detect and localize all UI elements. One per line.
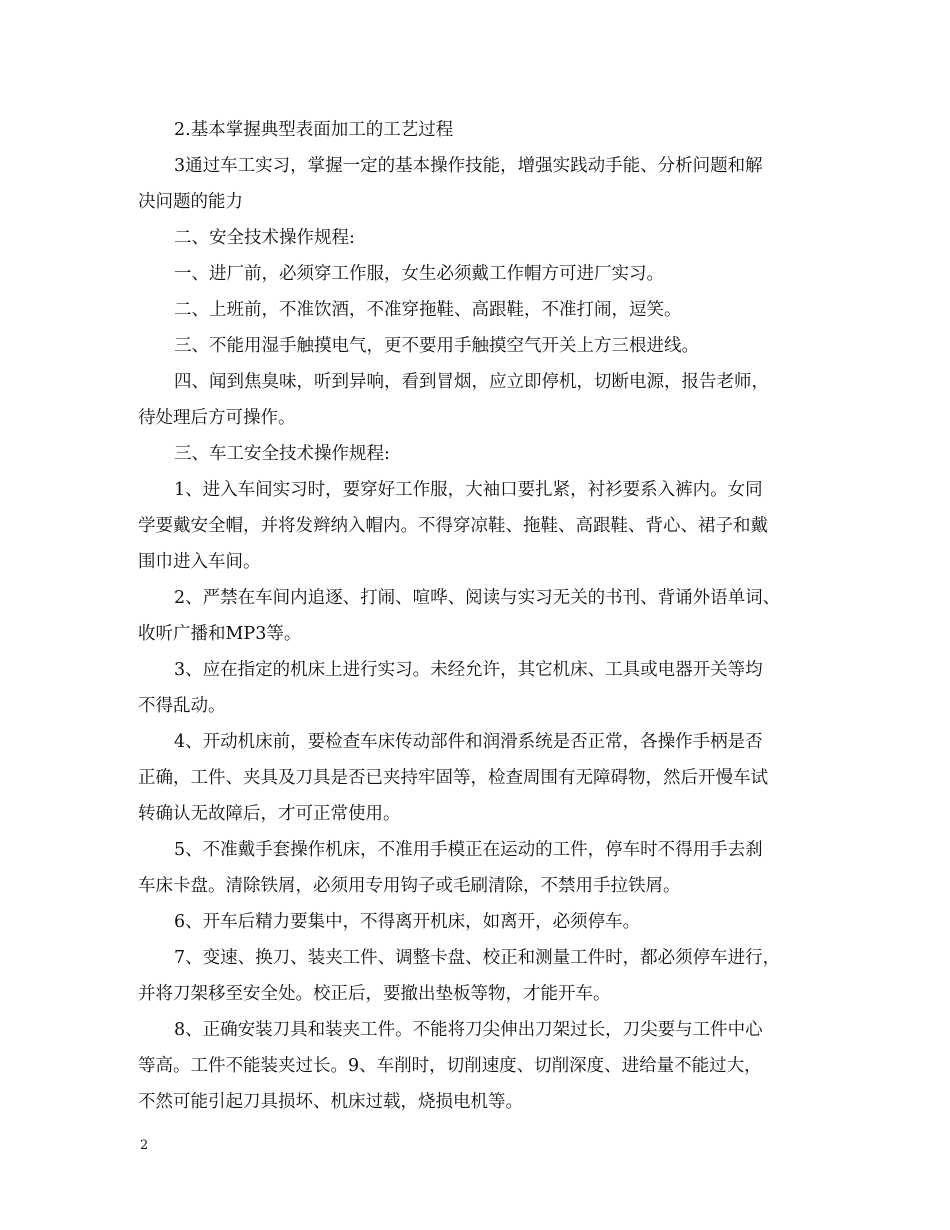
text-line: 不然可能引起刀具损坏、机床过载，烧损电机等。 bbox=[138, 1092, 523, 1112]
text-line: 正确，工件、夹具及刀具是否已夹持牢固等，检查周围有无障碍物，然后开慢车试 bbox=[138, 768, 768, 788]
text-line: 待处理后方可操作。 bbox=[138, 408, 296, 428]
text-line: 车床卡盘。清除铁屑，必须用专用钩子或毛刷清除，不禁用手拉铁屑。 bbox=[138, 876, 681, 896]
text-line: 学要戴安全帽，并将发辫纳入帽内。不得穿凉鞋、拖鞋、高跟鞋、背心、裙子和戴 bbox=[138, 516, 768, 536]
text-line: 决问题的能力 bbox=[138, 192, 243, 212]
text-line: 2.基本掌握典型表面加工的工艺过程 bbox=[174, 120, 454, 140]
text-line: 不得乱动。 bbox=[138, 696, 226, 716]
text-line: 三、不能用湿手触摸电气，更不要用手触摸空气开关上方三根进线。 bbox=[174, 336, 699, 356]
text-line: 1、进入车间实习时，要穿好工作服，大袖口要扎紧，衬衫要系入裤内。女同 bbox=[174, 480, 763, 500]
text-line: 2、严禁在车间内追逐、打闹、喧哗、阅读与实习无关的书刊、背诵外语单词、 bbox=[174, 588, 781, 608]
text-line: 转确认无故障后，才可正常使用。 bbox=[138, 804, 401, 824]
text-line: 四、闻到焦臭味，听到异响，看到冒烟，应立即停机，切断电源，报告老师， bbox=[174, 372, 769, 392]
text-line: 3通过车工实习，掌握一定的基本操作技能，增强实践动手能、分析问题和解 bbox=[174, 156, 763, 176]
text-line: 二、上班前，不准饮酒，不准穿拖鞋、高跟鞋，不准打闹，逗笑。 bbox=[174, 300, 682, 320]
text-line: 等高。工件不能装夹过长。9、车削时，切削速度、切削深度、进给量不能过大， bbox=[138, 1056, 762, 1076]
text-line: 一、进厂前，必须穿工作服，女生必须戴工作帽方可进厂实习。 bbox=[174, 264, 664, 284]
text-line: 4、开动机床前，要检查车床传动部件和润滑系统是否正常，各操作手柄是否 bbox=[174, 732, 763, 752]
text-line: 三、车工安全技术操作规程: bbox=[174, 444, 390, 464]
text-line: 7、变速、换刀、装夹工件、调整卡盘、校正和测量工件时，都必须停车进行， bbox=[174, 948, 781, 968]
text-line: 3、应在指定的机床上进行实习。未经允许，其它机床、工具或电器开关等均 bbox=[174, 660, 763, 680]
text-line: 并将刀架移至安全处。校正后，要撤出垫板等物，才能开车。 bbox=[138, 984, 611, 1004]
text-line: 收听广播和MP3等。 bbox=[138, 624, 302, 644]
text-line: 8、正确安装刀具和装夹工件。不能将刀尖伸出刀架过长，刀尖要与工件中心 bbox=[174, 1020, 763, 1040]
page-number: 2 bbox=[140, 1138, 149, 1153]
text-line: 二、安全技术操作规程: bbox=[174, 228, 355, 248]
text-line: 6、开车后精力要集中，不得离开机床，如离开，必须停车。 bbox=[174, 912, 641, 932]
text-line: 5、不准戴手套操作机床，不准用手模正在运动的工件，停车时不得用手去刹 bbox=[174, 840, 763, 860]
text-line: 围巾进入车间。 bbox=[138, 552, 261, 572]
